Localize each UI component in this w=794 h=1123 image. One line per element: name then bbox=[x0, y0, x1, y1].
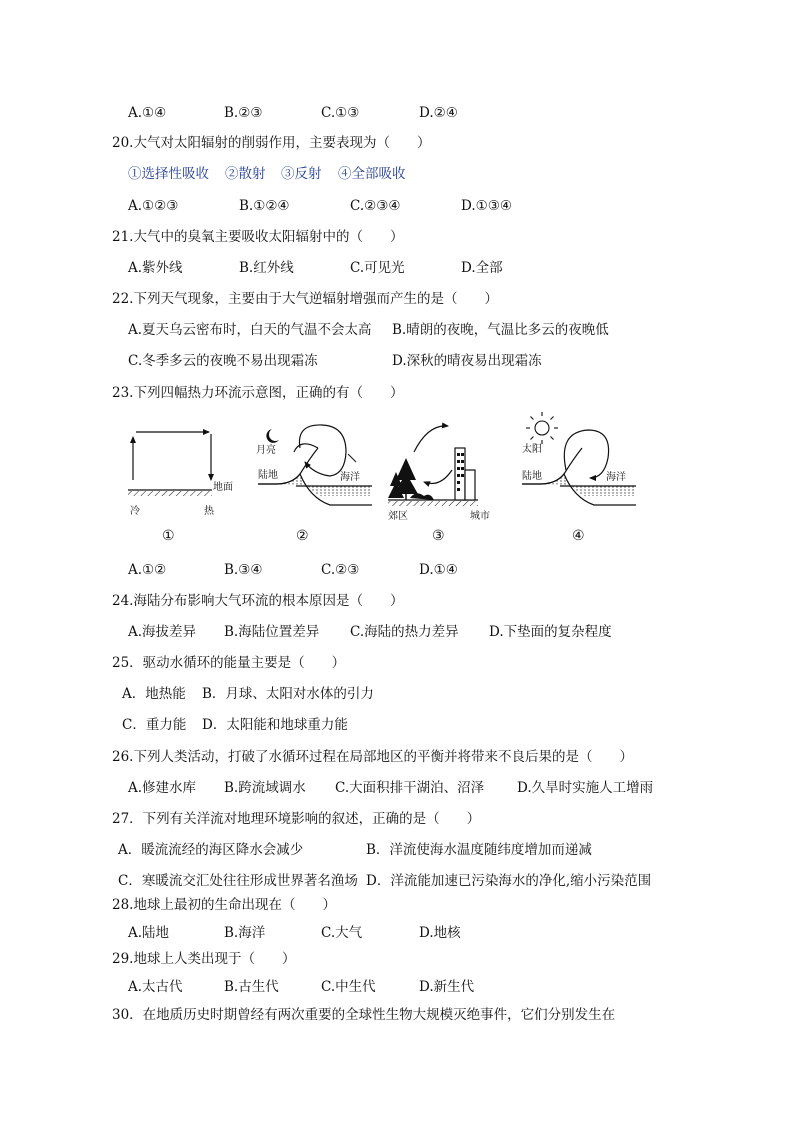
q21-option-d: D.全部 bbox=[461, 260, 503, 276]
q20-item-1: ①选择性吸收 bbox=[128, 166, 209, 182]
q22-option-b: B.晴朗的夜晚，气温比多云的夜晚低 bbox=[392, 322, 609, 338]
q27-option-b: B．洋流使海水温度随纬度增加而递减 bbox=[366, 842, 592, 858]
q23-option-d: D.①④ bbox=[419, 562, 458, 578]
fig2-number: ② bbox=[296, 528, 309, 544]
fig1-number: ① bbox=[162, 528, 175, 544]
sun-icon bbox=[526, 412, 558, 444]
q28-stem: 28.地球上最初的生命出现在（ ） bbox=[112, 897, 336, 913]
q25-option-a: A．地热能 bbox=[122, 686, 186, 702]
q20-item-4: ④全部吸收 bbox=[338, 166, 406, 182]
q24-option-b: B.海陆位置差异 bbox=[224, 624, 320, 640]
fig2-moon-label: 月亮 bbox=[256, 445, 276, 456]
fig4-land-label: 陆地 bbox=[522, 471, 542, 482]
fig4-sun-label: 太阳 bbox=[522, 444, 542, 455]
q21-option-c: C.可见光 bbox=[350, 260, 405, 276]
q25-option-d: D．太阳能和地球重力能 bbox=[202, 717, 348, 733]
fig3-city-label: 城市 bbox=[470, 511, 490, 522]
fig2-land-label: 陆地 bbox=[258, 470, 278, 481]
q28-option-b: B.海洋 bbox=[224, 925, 266, 941]
q23-option-a: A.①② bbox=[128, 562, 167, 578]
figure-1-diagram bbox=[128, 432, 212, 496]
q19-option-d: D.②④ bbox=[419, 105, 458, 121]
q24-option-d: D.下垫面的复杂程度 bbox=[489, 624, 612, 640]
q28-option-d: D.地核 bbox=[419, 925, 461, 941]
fig1-cold-label: 冷 bbox=[130, 506, 140, 517]
q20-item-3: ③反射 bbox=[281, 166, 322, 182]
q20-stem: 20.大气对太阳辐射的削弱作用，主要表现为（ ） bbox=[112, 135, 431, 151]
q26-option-b: B.跨流域调水 bbox=[224, 780, 306, 796]
fig1-ground-label: 地面 bbox=[213, 482, 233, 493]
fig4-sea-label: 海洋 bbox=[606, 472, 626, 483]
q26-option-d: D.久旱时实施人工增雨 bbox=[517, 780, 654, 796]
q20-option-b: B.①②④ bbox=[239, 198, 290, 214]
q21-option-a: A.紫外线 bbox=[128, 260, 183, 276]
q28-option-c: C.大气 bbox=[321, 925, 363, 941]
q20-option-d: D.①③④ bbox=[461, 198, 512, 214]
q23-option-c: C.②③ bbox=[321, 562, 360, 578]
q20-option-a: A.①②③ bbox=[128, 198, 179, 214]
q26-option-a: A.修建水库 bbox=[128, 780, 197, 796]
q19-option-a: A.①④ bbox=[128, 105, 167, 121]
q29-option-a: A.太古代 bbox=[128, 979, 183, 995]
q19-option-b: B.②③ bbox=[224, 105, 263, 121]
figure-3-diagram bbox=[388, 426, 478, 506]
q24-option-c: C.海陆的热力差异 bbox=[350, 624, 459, 640]
moon-icon bbox=[266, 429, 279, 443]
figure-4-diagram bbox=[522, 412, 636, 505]
q22-option-c: C.冬季多云的夜晚不易出现霜冻 bbox=[128, 353, 318, 369]
q26-stem: 26.下列人类活动，打破了水循环过程在局部地区的平衡并将带来不良后果的是（ ） bbox=[112, 749, 633, 765]
fig3-suburb-label: 郊区 bbox=[388, 511, 408, 522]
q30-stem: 30．在地质历史时期曾经有两次重要的全球性生物大规模灭绝事件，它们分别发生在 bbox=[112, 1007, 616, 1023]
q24-option-a: A.海拔差异 bbox=[128, 624, 197, 640]
q19-option-c: C.①③ bbox=[321, 105, 360, 121]
q21-option-b: B.红外线 bbox=[239, 260, 294, 276]
q24-stem: 24.海陆分布影响大气环流的根本原因是（ ） bbox=[112, 593, 404, 609]
figure-2-diagram bbox=[258, 425, 372, 505]
q27-option-d: D．洋流能加速已污染海水的净化,缩小污染范围 bbox=[366, 873, 652, 889]
q25-stem: 25．驱动水循环的能量主要是（ ） bbox=[112, 655, 346, 671]
fig1-hot-label: 热 bbox=[204, 506, 214, 517]
q29-option-d: D.新生代 bbox=[419, 979, 475, 995]
q25-option-b: B．月球、太阳对水体的引力 bbox=[202, 686, 374, 702]
q20-item-2: ②散射 bbox=[225, 166, 266, 182]
q25-option-c: C．重力能 bbox=[122, 717, 187, 733]
q21-stem: 21.大气中的臭氧主要吸收太阳辐射中的（ ） bbox=[112, 229, 404, 245]
q20-option-c: C.②③④ bbox=[350, 198, 401, 214]
q27-stem: 27．下列有关洋流对地理环境影响的叙述，正确的是（ ） bbox=[112, 811, 481, 827]
q29-option-b: B.古生代 bbox=[224, 979, 279, 995]
q28-option-a: A.陆地 bbox=[128, 925, 170, 941]
q27-option-c: C．寒暖流交汇处往往形成世界著名渔场 bbox=[118, 873, 358, 889]
fig2-sea-label: 海洋 bbox=[340, 472, 360, 483]
fig3-number: ③ bbox=[432, 528, 445, 544]
q23-option-b: B.③④ bbox=[224, 562, 263, 578]
q29-stem: 29.地球上人类出现于（ ） bbox=[112, 951, 296, 967]
q29-option-c: C.中生代 bbox=[321, 979, 376, 995]
q23-stem: 23.下列四幅热力环流示意图，正确的有（ ） bbox=[112, 385, 404, 401]
q27-option-a: A．暖流流经的海区降水会减少 bbox=[118, 842, 304, 858]
q22-option-d: D.深秋的晴夜易出现霜冻 bbox=[392, 353, 542, 369]
fig4-number: ④ bbox=[572, 528, 585, 544]
q22-stem: 22.下列天气现象，主要由于大气逆辐射增强而产生的是（ ） bbox=[112, 291, 498, 307]
q26-option-c: C.大面积排干湖泊、沼泽 bbox=[335, 780, 485, 796]
q22-option-a: A.夏天乌云密布时，白天的气温不会太高 bbox=[128, 322, 372, 338]
